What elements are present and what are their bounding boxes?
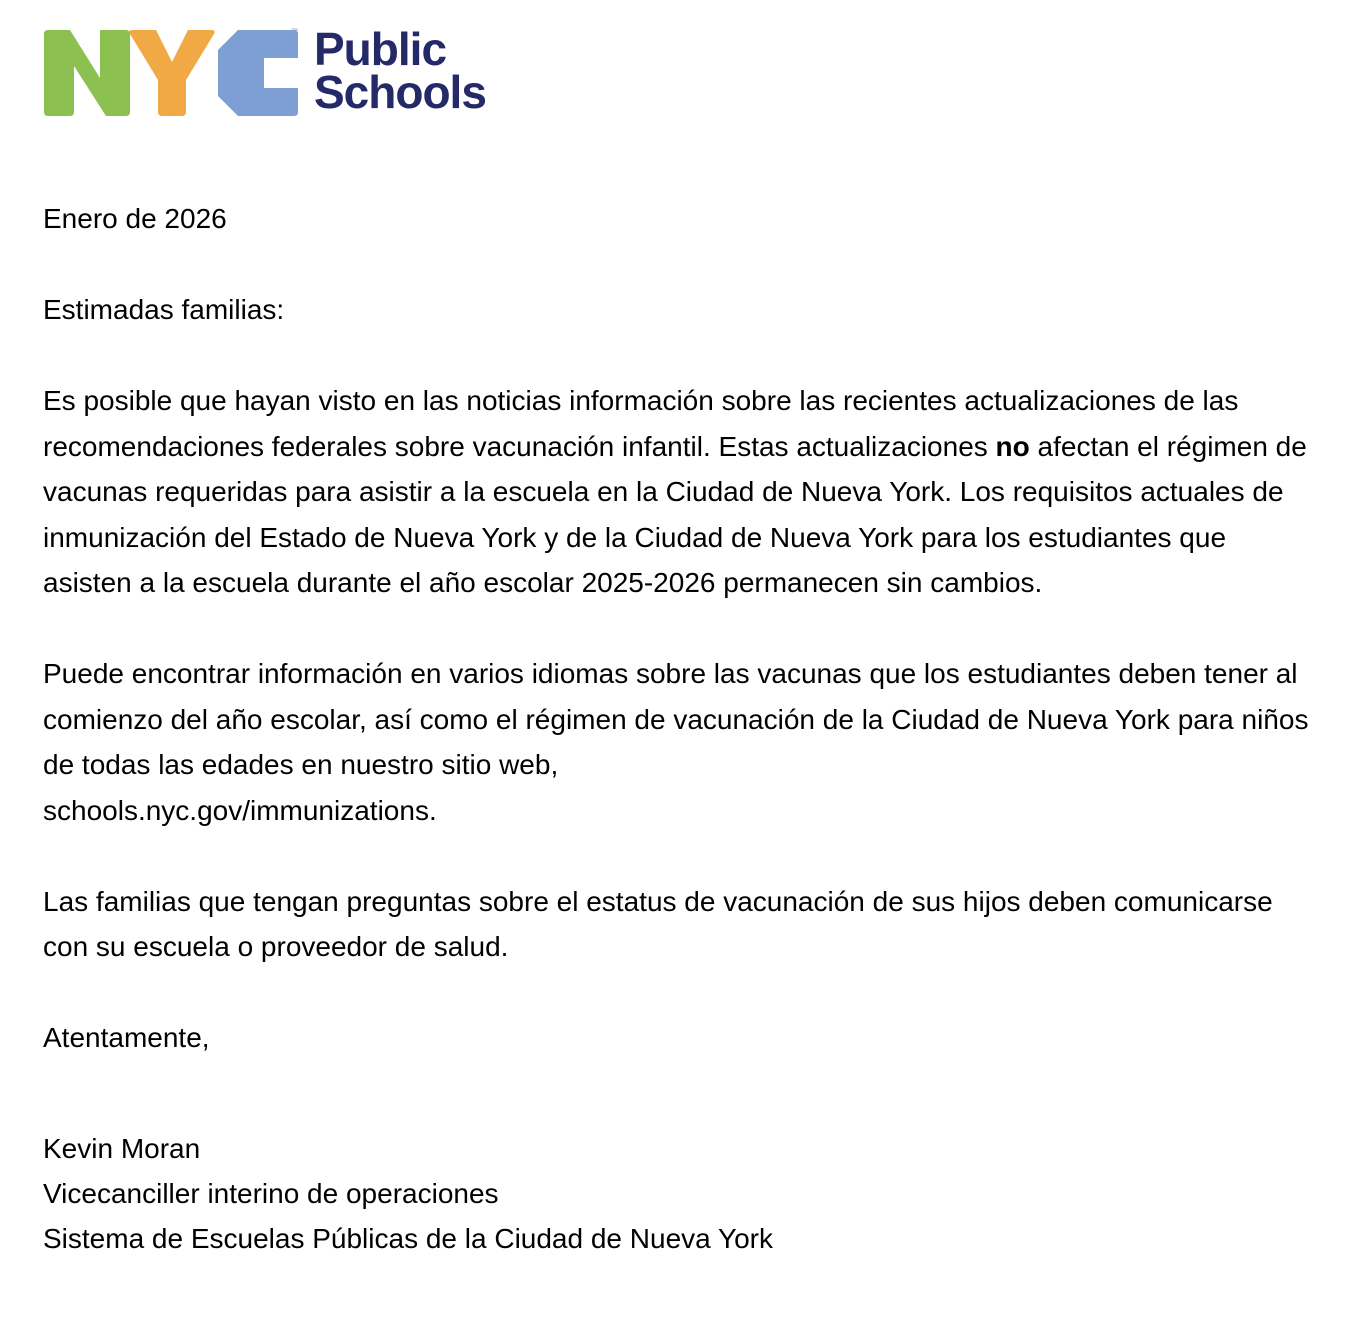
signature-title: Vicecanciller interino de operaciones [43, 1177, 499, 1209]
nyc-public-schools-logo [42, 23, 522, 120]
logo-line-public: Public [314, 23, 447, 75]
nyc-logo-mark [42, 28, 302, 120]
letter-salutation: Estimadas familias: [43, 294, 285, 325]
logo-trademark: ™ [291, 28, 298, 35]
letter-closing: Atentamente, [43, 1022, 210, 1053]
paragraph-2-text: Puede encontrar información en varios idiomas sobre las vacunas que los estudiantes deben tener al comienzo del año escolar, así como el régimen de vacunación de la Ciudad de Nueva York para niños de todas las edades en nuestro sitio web, [43, 658, 1309, 780]
signature-block [43, 1126, 1313, 1261]
paragraph-1-text-start: Es posible que hayan visto en las noticias información sobre las recientes actualizaciones de las recomendaciones federales sobre vacunación infantil. Estas actualizaciones [43, 385, 1239, 462]
letter-date: Enero de 2026 [43, 203, 227, 234]
letter-body [43, 196, 1313, 1261]
letter-paragraph-2 [43, 651, 1313, 833]
signature-organization: Sistema de Escuelas Públicas de la Ciudad de Nueva York [43, 1222, 773, 1254]
paragraph-1-text-end: afectan el régimen de vacunas requeridas para asistir a la escuela en la Ciudad de Nueva York. Los requisitos actuales de inmunización del Estado de Nueva York y de la Ciudad de Nueva York para los estudiantes que asisten a la escuela durante el año escolar 2025-2026 permanecen sin cambios. [43, 430, 1307, 598]
logo-c-shape [218, 30, 298, 116]
signature-name: Kevin Moran [43, 1132, 201, 1164]
logo-n-shape [44, 30, 130, 116]
paragraph-2-end: . [428, 794, 437, 826]
immunizations-url: schools.nyc.gov/immunizations [43, 794, 429, 826]
letter-paragraph-1 [43, 378, 1313, 606]
logo-y-shape [129, 30, 214, 116]
logo-wordmark [314, 23, 486, 118]
paragraph-1-bold-no: no [995, 430, 1030, 462]
logo-line-schools: Schools [314, 66, 486, 118]
letter-paragraph-3: Las familias que tengan preguntas sobre el estatus de vacunación de sus hijos deben comunicarse con su escuela o proveedor de salud. [43, 885, 1273, 962]
